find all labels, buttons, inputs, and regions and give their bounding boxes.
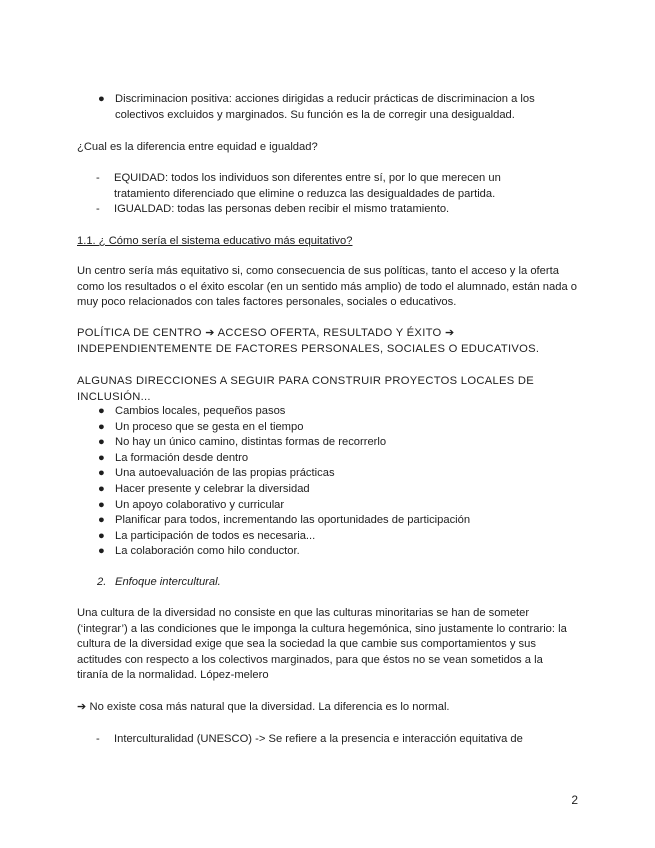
bullet-dot: ●	[98, 545, 105, 558]
direction-text: Una autoevaluación de las propias prácticas	[115, 467, 335, 480]
culture-paragraph: Una cultura de la diversidad no consiste en que las culturas minoritarias se han de someter (‘integrar’) a las condiciones que le imponga la cultura hegemónica, sino justamente lo contrario: la cultura de la diversidad exige que sea la sociedad la que cambie sus comportamientos y sus actitudes con respecto a los colectivos marginados, para que éstos no se vean sometidos a la tiranía de la normalidad. López-melero	[77, 607, 567, 682]
direction-item	[98, 420, 558, 436]
policy-part-3: INDEPENDIENTEMENTE DE FACTORES PERSONALES, SOCIALES O EDUCATIVOS.	[77, 342, 540, 355]
dash-bullet: -	[96, 733, 100, 745]
direction-text: Cambios locales, pequeños pasos	[115, 405, 286, 417]
section-heading: 1.1. ¿ Cómo sería el sistema educativo más equitativo?	[77, 235, 353, 247]
direction-item	[98, 482, 558, 498]
list-item-interculturalidad	[96, 732, 556, 748]
direction-text: Un apoyo colaborativo y curricular	[115, 498, 285, 511]
diversity-statement	[77, 700, 577, 716]
direction-text: Un proceso que se gesta en el tiempo	[115, 420, 304, 433]
direction-text: Planificar para todos, incrementando las oportunidades de participación	[115, 514, 471, 527]
direction-item	[98, 513, 558, 529]
direction-text: La colaboración como hilo conductor.	[115, 545, 300, 558]
bullet-dot: ●	[98, 405, 105, 417]
bullet-dot: ●	[98, 451, 105, 464]
directions-list	[98, 404, 558, 560]
direction-text: La participación de todos es necesaria...	[115, 529, 316, 542]
direction-item	[98, 544, 558, 560]
bullet-dot: ●	[98, 514, 105, 527]
enfoque-heading	[97, 575, 397, 591]
bullet-discriminacion	[98, 92, 570, 123]
direction-item	[98, 404, 558, 420]
diversity-text: No existe cosa más natural que la diversidad. La diferencia es lo normal.	[89, 701, 450, 713]
equidad-text: EQUIDAD: todos los individuos son diferentes entre sí, por lo que merecen un tratamiento diferenciado que elimine o reduzca las desigualdades de partida.	[114, 172, 501, 200]
interculturalidad-text: Interculturalidad (UNESCO) -> Se refiere a la presencia e interacción equitativa de	[114, 733, 523, 745]
bullet-dot: ●	[98, 420, 105, 433]
list-item-equidad	[96, 171, 536, 202]
arrow-icon: ➔	[205, 327, 215, 339]
bullet-dot: ●	[98, 436, 105, 449]
section-paragraph: Un centro sería más equitativo si, como consecuencia de sus políticas, tanto el acceso y la oferta como los resultados o el éxito escolar (en un sentido más amplio) de todo el alumnado, están nada o muy poco relacionados con tales factores personales, sociales o educativos.	[77, 265, 578, 309]
direction-text: Hacer presente y celebrar la diversidad	[115, 482, 310, 495]
directions-title: ALGUNAS DIRECCIONES A SEGUIR PARA CONSTRUIR PROYECTOS LOCALES DE INCLUSIÓN...	[77, 375, 535, 403]
discriminacion-text: Discriminacion positiva: acciones dirigidas a reducir prácticas de discriminacion a los colectivos excluidos y marginados. Su función es la de corregir una desigualdad.	[115, 93, 535, 121]
arrow-icon: ➔	[77, 701, 87, 713]
direction-item	[98, 529, 558, 545]
bullet-dot: ●	[98, 529, 105, 542]
policy-part-1: POLÍTICA DE CENTRO	[77, 327, 202, 339]
bullet-dot: ●	[98, 93, 105, 105]
direction-item	[98, 451, 558, 467]
direction-item	[98, 498, 558, 514]
direction-text: La formación desde dentro	[115, 451, 249, 464]
igualdad-text: IGUALDAD: todas las personas deben recibir el mismo tratamiento.	[114, 203, 450, 216]
list-item-igualdad	[96, 202, 536, 218]
equidad-igualdad-list	[96, 171, 536, 218]
bullet-dot: ●	[98, 467, 105, 480]
dash-bullet: -	[96, 203, 100, 216]
direction-item	[98, 435, 558, 451]
policy-part-2: ACCESO OFERTA, RESULTADO Y ÉXITO	[217, 327, 442, 339]
enfoque-number: 2.	[97, 576, 107, 588]
direction-item	[98, 466, 558, 482]
arrow-icon: ➔	[444, 327, 455, 339]
bullet-dot: ●	[98, 482, 105, 495]
direction-text: No hay un único camino, distintas formas de recorrerlo	[115, 436, 387, 449]
policy-statement	[77, 326, 577, 357]
enfoque-title: Enfoque intercultural.	[115, 576, 221, 588]
page-number: 2	[571, 793, 578, 807]
dash-bullet: -	[96, 172, 100, 184]
bullet-dot: ●	[98, 498, 105, 511]
question-equidad-igualdad: ¿Cual es la diferencia entre equidad e igualdad?	[77, 141, 318, 153]
